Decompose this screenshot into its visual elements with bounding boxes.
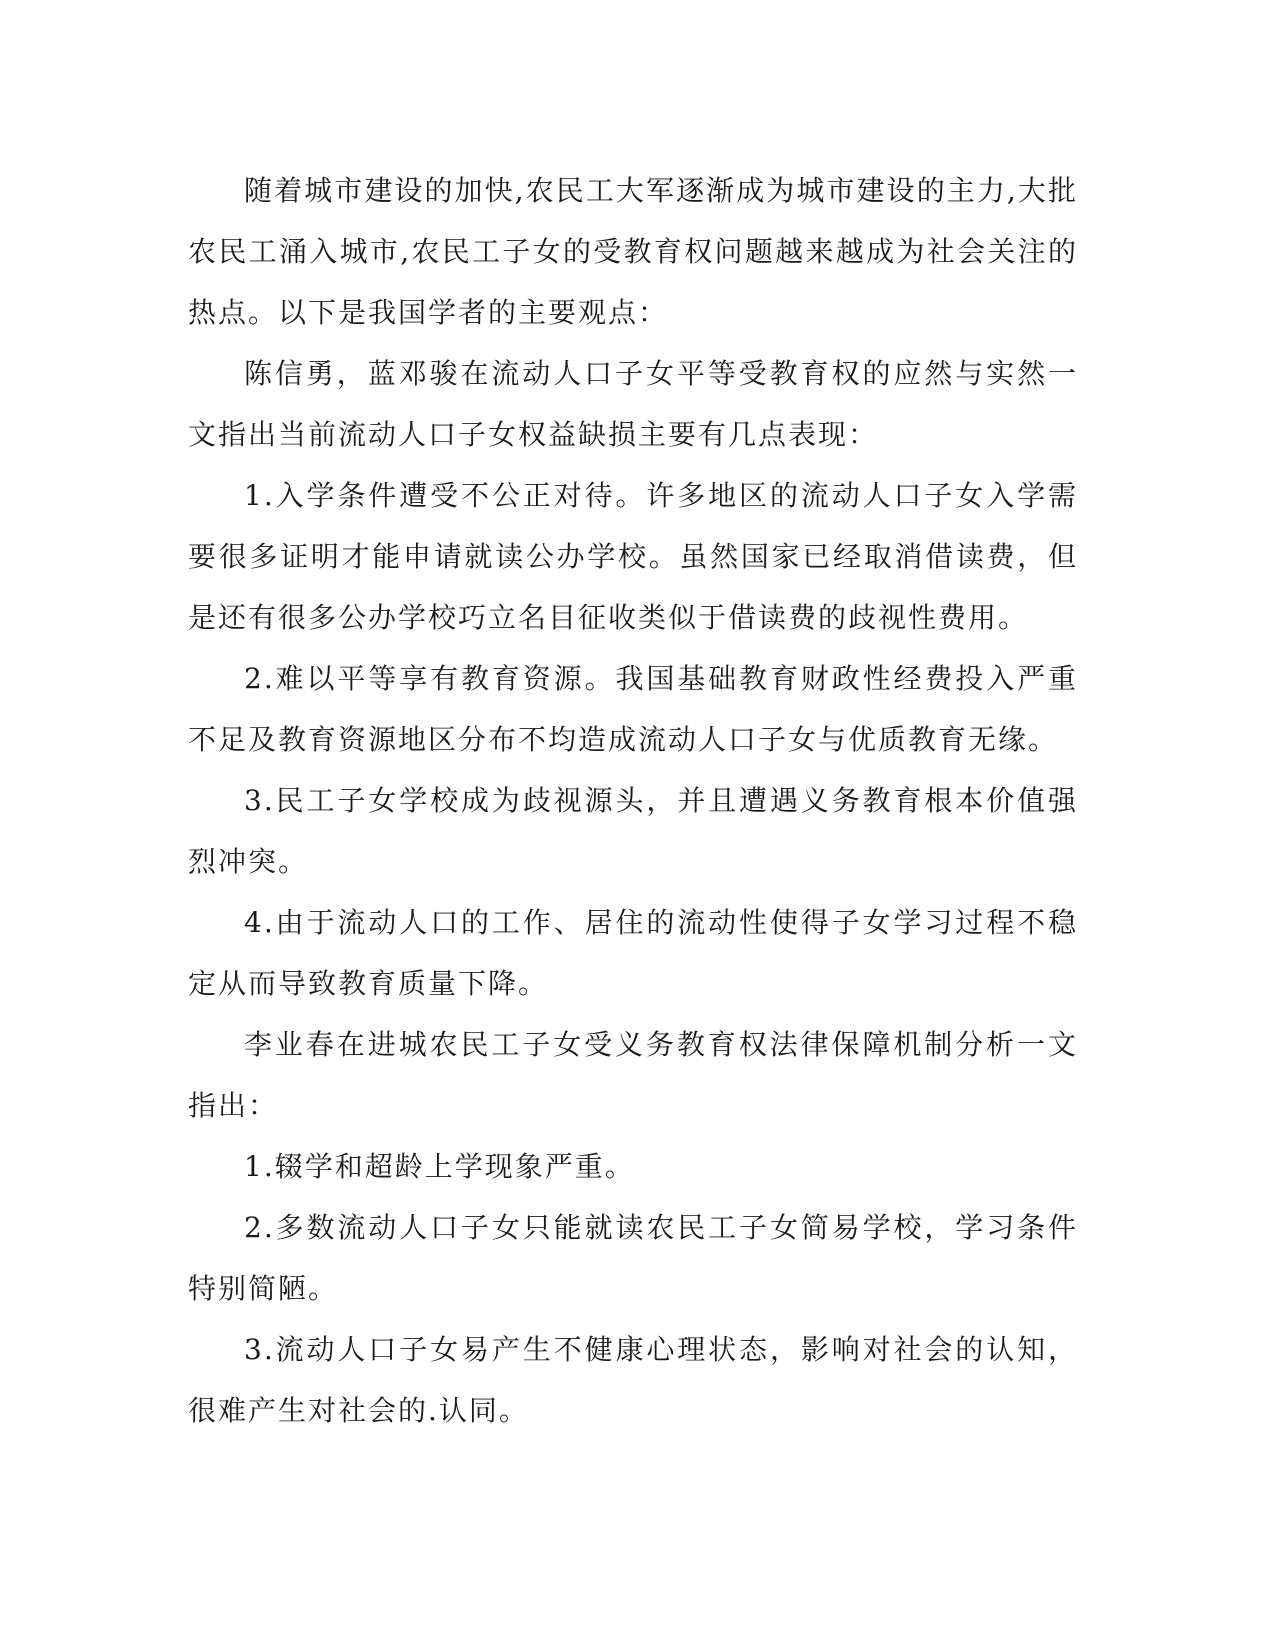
paragraph-li-point-1: 1.辍学和超龄上学现象严重。: [244, 1150, 635, 1183]
paragraph-li-yechun: 李业春在进城农民工子女受义务教育权法律保障机制分析一文指出：: [188, 1028, 1078, 1122]
paragraph-point-2: 2.难以平等享有教育资源。我国基础教育财政性经费投入严重不足及教育资源地区分布不均造成流动人口子女与优质教育无缘。: [188, 662, 1078, 756]
paragraph-li-point-2: 2.多数流动人口子女只能就读农民工子女简易学校，学习条件特别简陋。: [188, 1211, 1078, 1305]
document-body: [188, 160, 1078, 1441]
paragraph-li-point-3: 3.流动人口子女易产生不健康心理状态，影响对社会的认知，很难产生对社会的.认同。: [188, 1333, 1078, 1427]
paragraph-point-1: 1.入学条件遭受不公正对待。许多地区的流动人口子女入学需要很多证明才能申请就读公办学校。虽然国家已经取消借读费，但是还有很多公办学校巧立名目征收类似于借读费的歧视性费用。: [188, 479, 1078, 634]
paragraph-point-4: 4.由于流动人口的工作、居住的流动性使得子女学习过程不稳定从而导致教育质量下降。: [188, 906, 1078, 1000]
paragraph-point-3: 3.民工子女学校成为歧视源头，并且遭遇义务教育根本价值强烈冲突。: [188, 784, 1078, 878]
paragraph-chen-xinyong: 陈信勇，蓝邓骏在流动人口子女平等受教育权的应然与实然一文指出当前流动人口子女权益缺损主要有几点表现：: [188, 357, 1078, 451]
paragraph-intro: 随着城市建设的加快,农民工大军逐渐成为城市建设的主力,大批农民工涌入城市,农民工子女的受教育权问题越来越成为社会关注的热点。以下是我国学者的主要观点：: [188, 174, 1078, 329]
